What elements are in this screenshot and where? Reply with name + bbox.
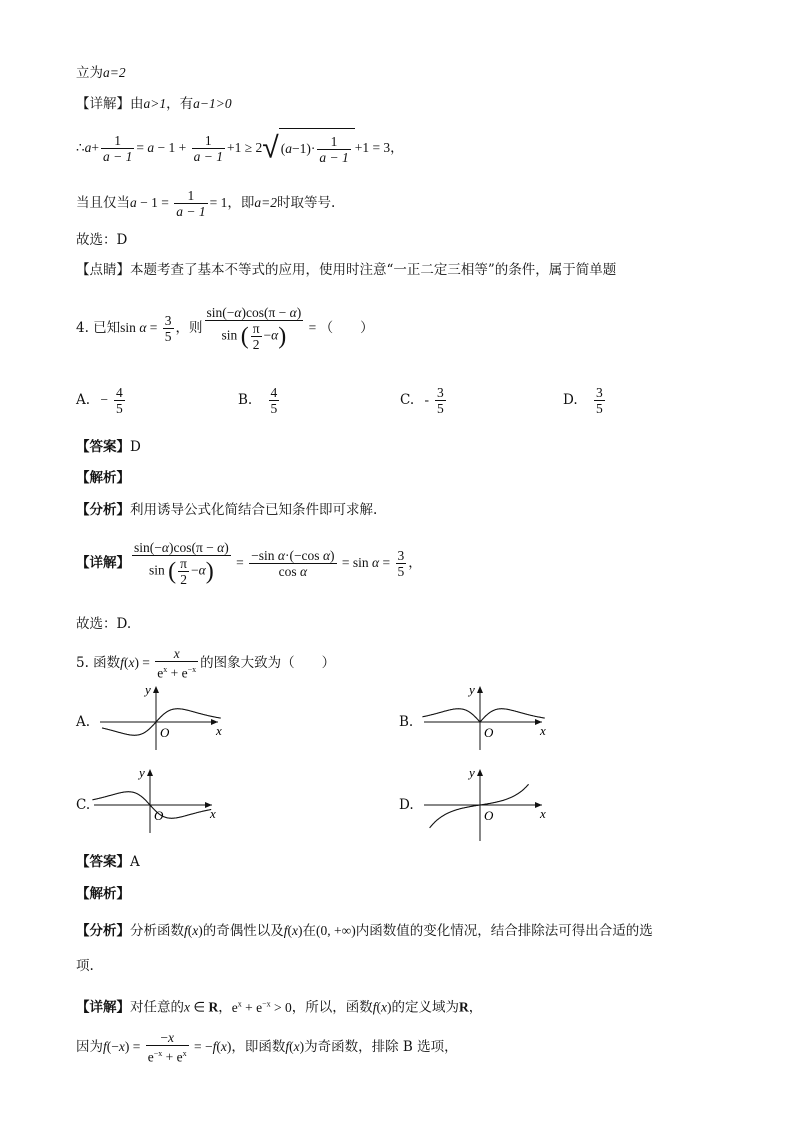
tag-answer: 【答案】 [76, 439, 130, 455]
y-axis-label: y [469, 682, 475, 697]
x-axis-label: x [210, 806, 216, 821]
math: a−1>0 [193, 96, 232, 111]
analysis-4-heading [76, 469, 130, 487]
y-axis-label: y [145, 682, 151, 697]
origin-label: O [154, 808, 164, 823]
line-6 [76, 261, 616, 279]
option-fraction: $\frac{3}{5}$ [595, 385, 603, 416]
analysis-4 [76, 501, 377, 519]
option-a [76, 380, 127, 420]
detail-4: 【详解】 sin(−α)cos(π − α) sin ( $\frac{\pi}{2}$ −α) = $\frac{\text{−sin α·(−cos α)}}{\text{cos α}}$ = sin α = $\frac{3}{5}$ ， [76, 540, 422, 587]
text: ， [468, 999, 483, 1016]
text: 由 [130, 96, 144, 112]
line-5 [76, 231, 127, 249]
fraction: $\frac{x}{e^x + e^{-x}}$ [157, 646, 197, 681]
tag-analysis: 【解析】 [76, 470, 130, 486]
option-label: C. [400, 392, 419, 408]
text: 时取等号. [276, 195, 336, 211]
graph-d [420, 763, 550, 843]
option-label: B. [238, 392, 257, 408]
text: 故选：D. [76, 616, 132, 632]
analysis-5-heading [76, 885, 130, 903]
option-label-c: C. [76, 797, 91, 813]
option-label-b: B. [399, 714, 414, 730]
y-axis-label: y [469, 765, 475, 780]
y-axis-label: y [139, 765, 145, 780]
analysis-5-cont [76, 957, 94, 975]
text: +1 = 3， [354, 140, 404, 155]
x-axis-label: x [216, 723, 222, 738]
option-sign: − [100, 392, 108, 407]
therefore: ∴ [76, 140, 85, 156]
y-arrow [153, 686, 159, 693]
text: 当且仅当 [76, 195, 130, 211]
fraction: $\frac{3}{5}$ [164, 313, 172, 344]
text: 项. [76, 958, 94, 974]
text: ，即 [227, 195, 255, 211]
answer-value: A [130, 854, 140, 870]
graph-b [420, 680, 550, 752]
option-fraction: $\frac{3}{5}$ [436, 385, 444, 416]
graph-c [90, 763, 220, 835]
option-label-d: D. [399, 797, 414, 813]
text: 的奇偶性以及 [202, 923, 284, 939]
tag-detail: 【详解】 [76, 96, 130, 112]
sqrt-sign: √ [262, 130, 279, 166]
fraction: $\frac{1}{a - 1}$ [102, 133, 133, 164]
text: 因为 [76, 1039, 103, 1055]
detail-5: 【详解】对任意的x ∈ R，$e^x + e^{-x} > 0$，所以，函数f(x)的定义域为R， [76, 999, 483, 1016]
tag-analysis: 【解析】 [76, 886, 130, 902]
text: ， [218, 999, 232, 1016]
answer-5 [76, 853, 140, 871]
text: 分析函数 [130, 923, 184, 939]
question-5: 5. 函数f(x) = $\frac{x}{e^x + e^{-x}}$ 的图象大致为（ ） [76, 646, 336, 681]
option-d [563, 380, 607, 420]
origin-label: O [484, 725, 494, 740]
fraction-expression: sin(−α)cos(π − α) sin ( $\frac{\pi}{2}$ −α) [134, 540, 229, 587]
text: ，即函数 [231, 1039, 286, 1055]
text: 利用诱导公式化简结合已知条件即可求解. [130, 502, 378, 518]
line-3-inequality: ∴a+ $\frac{1}{a - 1}$ = a − 1 + $\frac{1}{a - 1}$ +1 ≥ 2√ (a−1)· $\frac{1}{a - 1}$ +1 = 3， [76, 128, 404, 169]
detail-5-cont: 因为f(−x) = $\frac{-x}{e^{-x} + e^x}$ = −f(x)，即函数f(x)为奇函数，排除 B 选项， [76, 1030, 458, 1065]
sqrt-body: (a−1)· $\frac{1}{a - 1}$ [279, 128, 355, 169]
x-axis-label: x [540, 806, 546, 821]
y-arrow [147, 769, 153, 776]
analysis-5: 【分析】分析函数f(x)的奇偶性以及f(x)在(0, +∞)内函数值的变化情况，结合排除法可得出合适的选 [76, 923, 653, 939]
text: 本题考查了基本不等式的应用，使用时注意“一正二定三相等”的条件，属于简单题 [130, 262, 617, 278]
text: ，所以，函数 [291, 999, 373, 1016]
text: 故选：D [76, 232, 128, 248]
math: a=2 [254, 195, 277, 210]
math: a>1 [143, 96, 167, 111]
origin-label: O [160, 725, 170, 740]
line-gx4 [76, 615, 131, 633]
option-sign: - [424, 392, 429, 407]
x-axis-label: x [540, 723, 546, 738]
curve-d [430, 784, 529, 828]
math: a=2 [103, 65, 126, 80]
text: 内函数值的变化情况，结合排除法可得出合适的选 [355, 923, 653, 939]
fraction: $\frac{1}{a - 1}$ [176, 188, 206, 219]
answer-blank: （ ） [319, 320, 374, 336]
text: 的图象大致为（ ） [200, 655, 336, 671]
text: 的定义域为 [391, 999, 460, 1016]
text: 为奇函数，排除 B 选项， [304, 1039, 458, 1055]
option-c [400, 380, 448, 420]
ineq: ≥ 2 [244, 140, 263, 155]
option-fraction: $\frac{4}{5}$ [115, 385, 123, 416]
answer-value: D [130, 439, 141, 455]
line-2 [76, 95, 232, 113]
graph-a [96, 680, 226, 752]
option-b [238, 380, 281, 420]
y-arrow [477, 769, 483, 776]
text: 在 [302, 923, 317, 939]
tag-detail: 【详解】 [76, 555, 130, 571]
line-1 [76, 64, 126, 82]
fraction-expression: sin(−α)cos(π − α) sin ( $\frac{\pi}{2}$ −α) [206, 305, 302, 352]
option-label: A. [76, 392, 95, 408]
option-label-a: A. [76, 714, 91, 730]
text: 对任意的 [130, 999, 184, 1016]
tag-fenxi: 【分析】 [76, 502, 130, 518]
option-label: D. [563, 392, 582, 408]
text: ，有 [166, 96, 194, 112]
text: ，则 [175, 320, 203, 336]
line-4: 当且仅当a − 1 = $\frac{1}{a - 1}$ = 1，即a=2时取等号. [76, 188, 336, 219]
question-number: 4. 已知 [76, 320, 121, 336]
tag-comment: 【点睛】 [76, 262, 130, 278]
tag-fenxi: 【分析】 [76, 923, 130, 939]
fraction: $\frac{1}{a - 1}$ [193, 133, 223, 164]
y-arrow [477, 686, 483, 693]
option-fraction: $\frac{4}{5}$ [270, 385, 278, 416]
origin-label: O [484, 808, 494, 823]
question-number: 5. 函数 [76, 655, 121, 671]
curve-b [422, 709, 544, 722]
tag-detail: 【详解】 [76, 999, 130, 1016]
fraction: $\frac{\text{−sin α·(−cos α)}}{\text{cos α}}$ [251, 548, 335, 579]
tag-answer: 【答案】 [76, 854, 130, 870]
fraction: $\frac{-x}{e^{-x} + e^x}$ [147, 1030, 187, 1065]
text: 立为 [76, 65, 103, 81]
question-4: 4. 已知sin α = $\frac{3}{5}$ ，则 sin(−α)cos(π − α) sin ( $\frac{\pi}{2}$ −α) = （ ） [76, 305, 374, 352]
answer-4 [76, 438, 141, 456]
